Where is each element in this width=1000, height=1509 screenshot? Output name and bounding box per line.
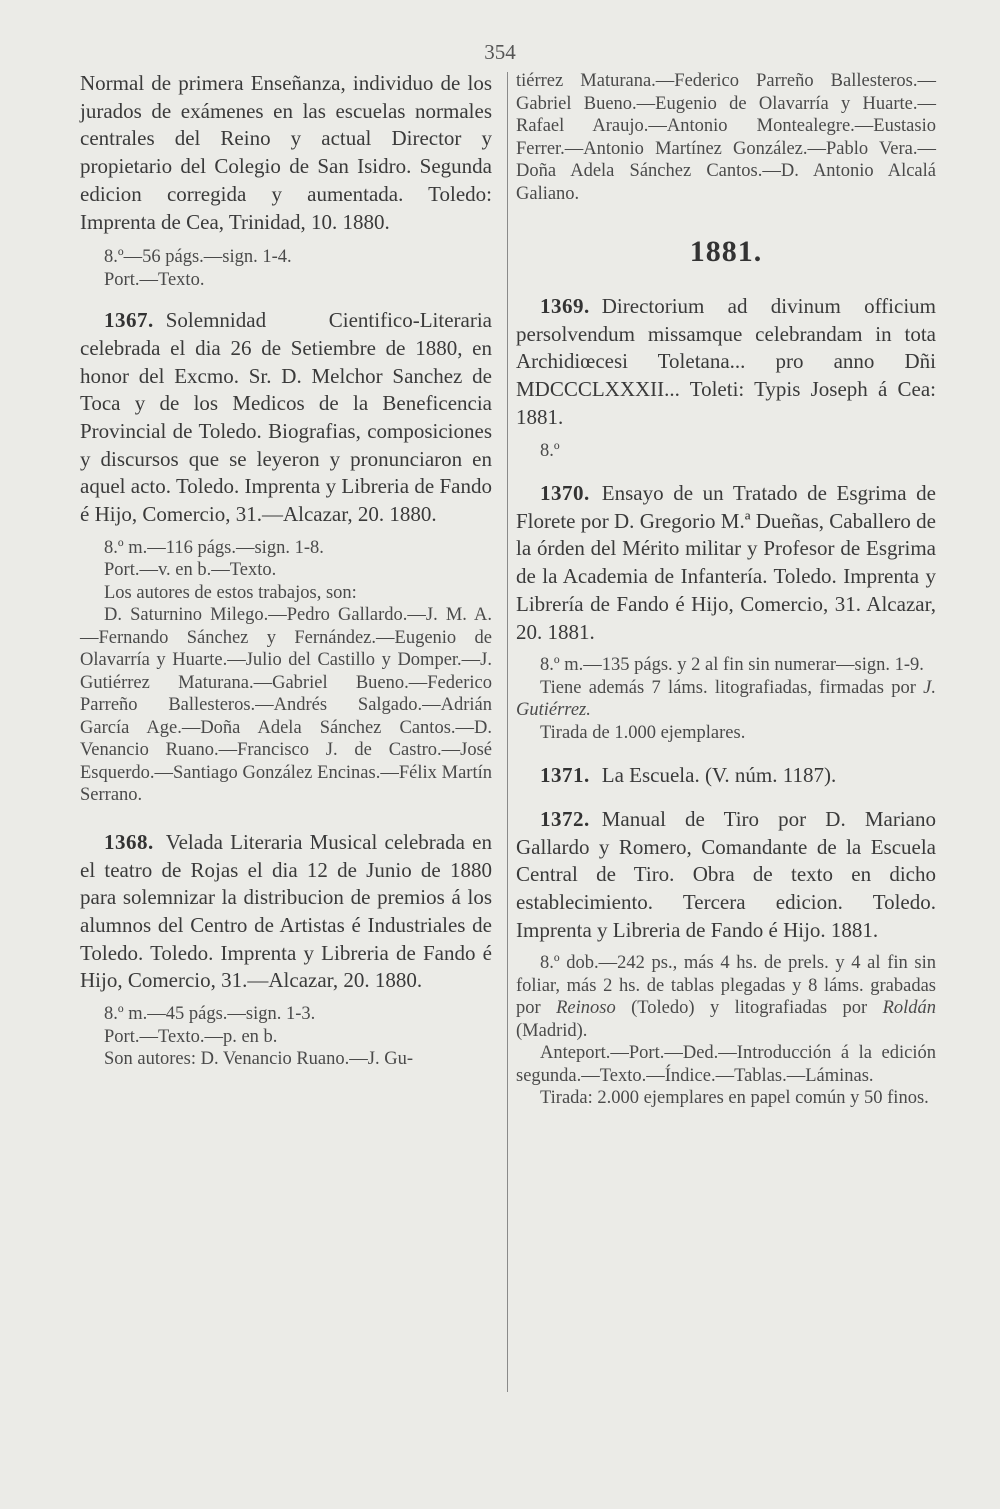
lithographer-name: Roldán [882, 998, 937, 1019]
entry-1370-text [516, 480, 936, 646]
continued-authors: tiérrez Maturana.—Federico Parreño Ballesteros.—Gabriel Bueno.—Eugenio de Olavarría y Huarte.—Rafael Araujo.—Antonio Montealegre.—Eustasio Ferrer.—Antonio Martínez González.—Pablo Vera.—Doña Adela Sánchez Cantos.—D. Antonio Alcalá Galiano. [516, 71, 936, 204]
column-divider [507, 72, 508, 1392]
entry-description: La Escuela. (V. núm. 1187). [601, 763, 837, 788]
entry-1371-text [516, 762, 936, 790]
entry-authors-intro: Los autores de estos trabajos, son: [104, 582, 357, 603]
entry-1368-text [80, 829, 492, 995]
right-column [516, 70, 936, 1110]
continued-entry-format: 8.º—56 págs.—sign. 1-4. [104, 247, 292, 268]
entry-plates [516, 677, 936, 722]
entry-authors: D. Saturnino Milego.—Pedro Gallardo.—J. M. A.—Fernando Sánchez y Fernández.—Eugenio de Olavarría y Huarte.—Julio del Castillo y Domper.—J. Gutiérrez Maturana.—Gabriel Bueno.—Federico Parreño Ballesteros.—Andrés Salgado.—Adrián García Age.—Doña Adela Sánchez Cantos.—D. Venancio Ruano.—Francisco J. de Castro.—José Esquerdo.—Santiago González Encinas.—Félix Martín Serrano. [80, 605, 492, 806]
year-heading: 1881. [689, 235, 763, 268]
entry-1372-text [516, 806, 936, 945]
entry-format: 8.º m.—116 págs.—sign. 1-8. [104, 537, 324, 558]
entry-description: Solemnidad Cientifico-Literaria celebrada el dia 26 de Setiembre de 1880, en honor del Excmo. Sr. D. Melchor Sanchez de Toca y de los Medicos de la Beneficencia Provincial de Toledo. Biografias, composiciones y discursos que se leyeron y pronunciaron en aquel acto. Toledo. Imprenta y Libreria de Fando é Hijo, Comercio, 31.—Alcazar, 20. 1880. [80, 308, 492, 527]
entry-number: 1368. [104, 829, 154, 854]
entry-print-run: Tirada: 2.000 ejemplares en papel común y 50 finos. [540, 1088, 929, 1109]
entry-description: Velada Literaria Musical celebrada en el teatro de Rojas el dia 12 de Junio de 1880 para solemnizar la distribucion de premios á los alumnos del Centro de Artistas é Industriales de Toledo. Toledo. Imprenta y Libreria de Fando é Hijo, Comercio, 31.—Alcazar, 20. 1880. [80, 829, 492, 993]
entry-contents: Port.—v. en b.—Texto. [104, 560, 277, 581]
format-part-2: (Toledo) y litografiadas por [631, 998, 868, 1019]
entry-1368 [80, 829, 492, 1071]
format-part-1: 8.º dob.—242 ps., más 4 hs. de prels. y 4 al fin sin foliar, más 2 hs. de tablas plegadas y 8 láms. grabadas por [516, 953, 936, 1019]
engraver-name: Reinoso [556, 998, 616, 1019]
left-column [80, 70, 492, 1071]
entry-1369-text [516, 293, 936, 432]
page-number: 354 [484, 40, 516, 64]
entry-contents: Port.—Texto.—p. en b. [104, 1026, 278, 1047]
entry-description: Manual de Tiro por D. Mariano Gallardo y Romero, Comandante de la Escuela Central de Tiro. Obra de texto en dicho establecimiento. Tercera edicion. Toledo. Imprenta y Libreria de Fando é Hijo. 1881. [516, 806, 936, 942]
plates-note: Tiene además 7 láms. litografiadas, firmadas por [540, 677, 916, 698]
entry-authors-intro: Son autores: D. Venancio Ruano.—J. Gu- [104, 1049, 413, 1070]
entry-number: 1372. [540, 806, 590, 831]
plates-signature: J. Gutiérrez. [516, 677, 936, 721]
entry-format: 8.º m.—45 págs.—sign. 1-3. [104, 1004, 316, 1025]
entry-1367-text [80, 307, 492, 529]
entry-print-run: Tirada de 1.000 ejemplares. [540, 722, 746, 743]
entry-number: 1371. [540, 763, 590, 788]
entry-1367 [80, 307, 492, 807]
entry-1369 [516, 293, 936, 462]
entry-description: Directorium ad divinum officium persolvendum missamque celebrandam in tota Archidiœcesi Toletana... pro anno Dñi MDCCCLXXXII... Toleti: Typis Joseph á Cea: 1881. [516, 294, 936, 429]
entry-1372 [516, 806, 936, 1110]
entry-format [516, 952, 936, 1042]
entry-contents: Anteport.—Port.—Ded.—Introducción á la edición segunda.—Texto.—Índice.—Tablas.—Láminas. [516, 1043, 936, 1086]
entry-format: 8.º m.—135 págs. y 2 al fin sin numerar—sign. 1-9. [540, 655, 924, 676]
entry-1371 [516, 762, 936, 790]
continued-entry-text: Normal de primera Enseñanza, individuo de los jurados de exámenes en las escuelas normales centrales del Reino y actual Director y propietario del Colegio de San Isidro. Segunda edicion corregida y aumentada. Toledo: Imprenta de Cea, Trinidad, 10. 1880. [80, 71, 492, 234]
format-part-3: (Madrid). [516, 1020, 588, 1041]
entry-description: Ensayo de un Tratado de Esgrima de Florete por D. Gregorio M.ª Dueñas, Caballero de la órden del Mérito militar y Profesor de Esgrima de la Academia de Infantería. Toledo. Imprenta y Librería de Fando é Hijo, Comercio, 31. Alcazar, 20. 1881. [516, 481, 936, 644]
continued-entry-contents: Port.—Texto. [104, 269, 205, 290]
entry-format: 8.º [540, 440, 560, 461]
entry-number: 1367. [104, 308, 154, 333]
entry-1370 [516, 480, 936, 744]
entry-number: 1370. [540, 481, 590, 506]
entry-number: 1369. [540, 294, 590, 318]
